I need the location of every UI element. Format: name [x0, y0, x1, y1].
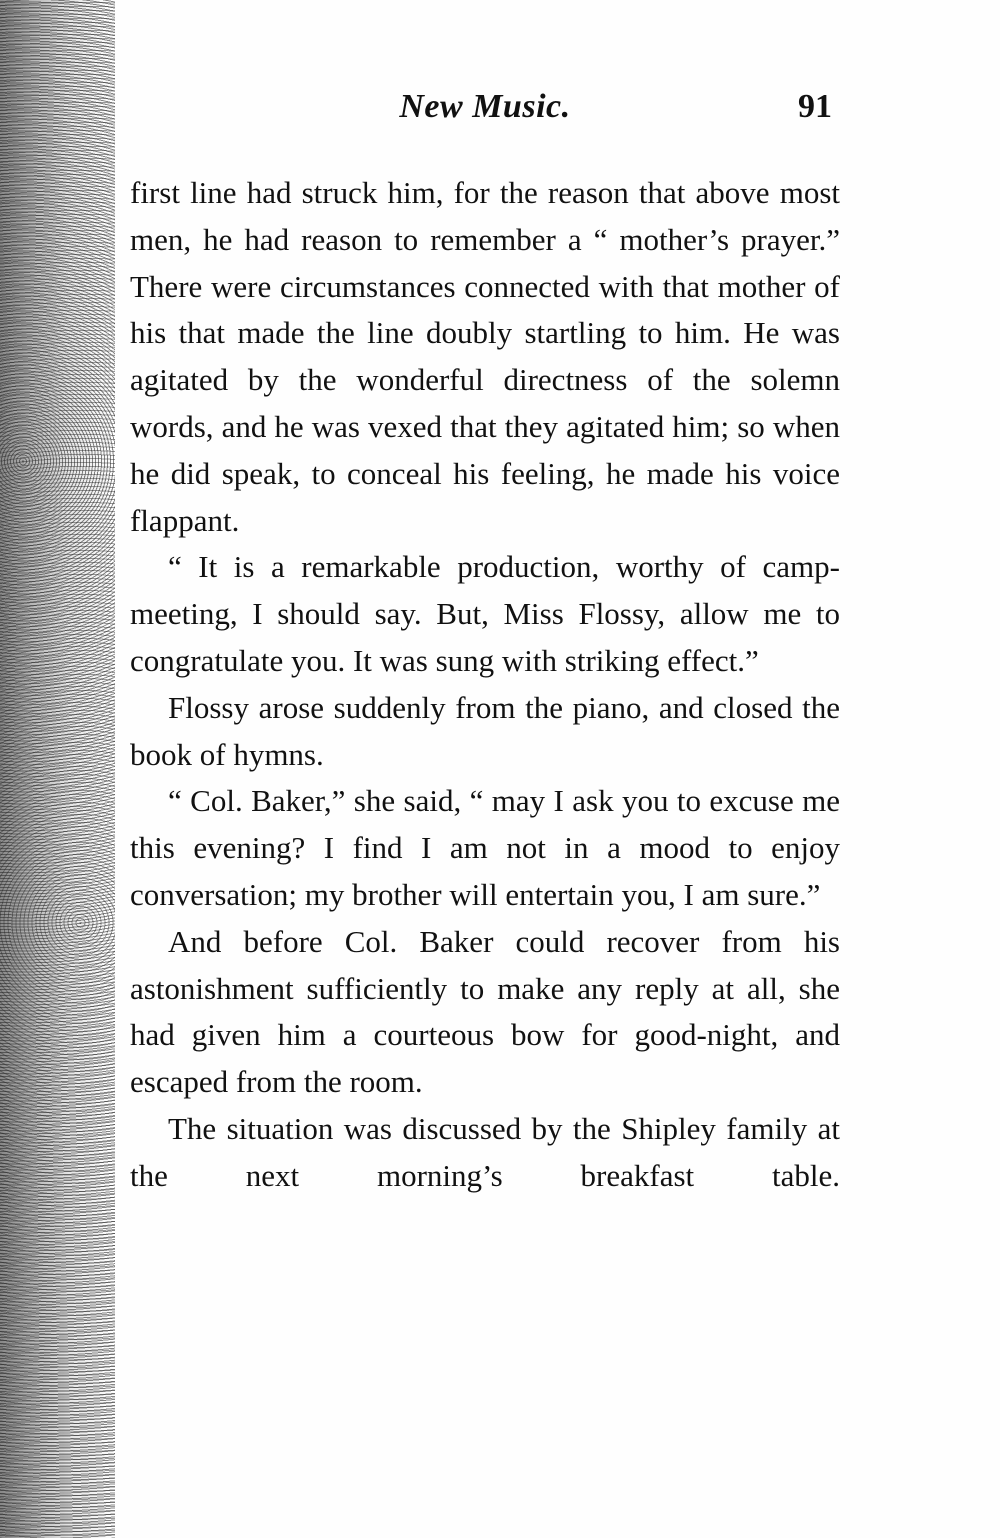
paragraph: “ Col. Baker,” she said, “ may I ask you to excuse me this evening? I find I am not in a mood to enjoy conversation; my brother will entertain you, I am sure.”	[130, 783, 840, 912]
body-text	[130, 170, 840, 1200]
page-header	[130, 88, 840, 138]
page-number: 91	[798, 88, 832, 125]
paragraph: “ It is a remarkable production, worthy of camp-meeting, I should say. But, Miss Flossy, allow me to congratulate you. It was sung with striking effect.”	[130, 549, 840, 678]
paragraph: first line had struck him, for the reason that above most men, he had reason to remember a “ mother’s prayer.” There were circumstances connected with that mother of his that made the line doubly startling to him. He was agitated by the wonderful directness of the solemn words, and he was vexed that they agitated him; so when he did speak, to conceal his feeling, he made his voice flappant.	[130, 175, 840, 538]
running-title: New Music.	[399, 88, 571, 125]
paragraph: And before Col. Baker could recover from his astonishment sufficiently to make any reply at all, she had given him a courteous bow for good-night, and escaped from the room.	[130, 923, 840, 1100]
paragraph: The situation was discussed by the Shipley family at the next morning’s breakfast table.	[130, 1110, 840, 1193]
binding-edge-shadow	[0, 0, 115, 1538]
paragraph: Flossy arose suddenly from the piano, and closed the book of hymns.	[130, 689, 840, 772]
